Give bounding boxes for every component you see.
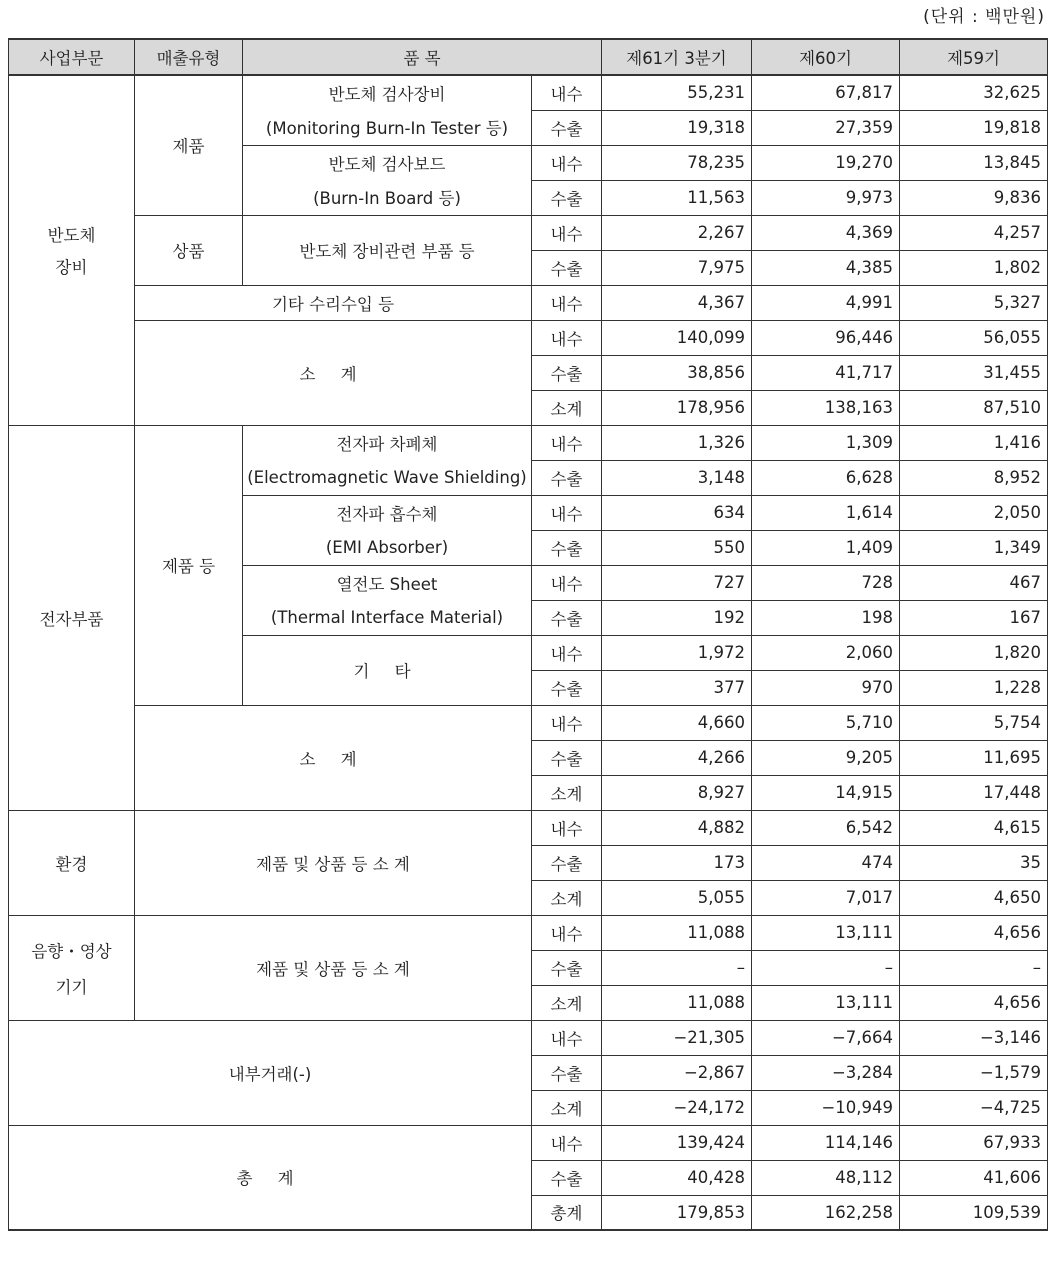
row-label: 내수 bbox=[532, 425, 602, 460]
row-label: 내수 bbox=[532, 285, 602, 320]
header-item: 품 목 bbox=[243, 39, 602, 75]
value-cell: 9,205 bbox=[752, 740, 900, 775]
value-cell: – bbox=[900, 950, 1048, 985]
value-cell: – bbox=[602, 950, 752, 985]
value-cell: 173 bbox=[602, 845, 752, 880]
value-cell: 4,615 bbox=[900, 810, 1048, 845]
value-cell: 179,853 bbox=[602, 1195, 752, 1230]
table-row bbox=[9, 915, 1048, 950]
value-cell: −3,284 bbox=[752, 1055, 900, 1090]
row-label: 소계 bbox=[532, 1090, 602, 1125]
value-cell: 198 bbox=[752, 600, 900, 635]
row-label: 수출 bbox=[532, 110, 602, 145]
value-cell: 4,882 bbox=[602, 810, 752, 845]
value-cell: −7,664 bbox=[752, 1020, 900, 1055]
value-cell: 140,099 bbox=[602, 320, 752, 355]
item-cell: 반도체 장비관련 부품 등 bbox=[243, 215, 532, 285]
value-cell: 1,416 bbox=[900, 425, 1048, 460]
table-row bbox=[9, 425, 1048, 460]
row-label: 내수 bbox=[532, 565, 602, 600]
value-cell: 4,367 bbox=[602, 285, 752, 320]
value-cell: 11,088 bbox=[602, 915, 752, 950]
row-label: 수출 bbox=[532, 845, 602, 880]
table-row bbox=[9, 1020, 1048, 1055]
item-cell: 반도체 검사장비 bbox=[243, 75, 532, 110]
value-cell: 4,656 bbox=[900, 915, 1048, 950]
value-cell: 17,448 bbox=[900, 775, 1048, 810]
value-cell: 13,111 bbox=[752, 985, 900, 1020]
header-period-59: 제59기 bbox=[900, 39, 1048, 75]
item-cell: 기타 수리수입 등 bbox=[135, 285, 532, 320]
value-cell: 41,717 bbox=[752, 355, 900, 390]
value-cell: 27,359 bbox=[752, 110, 900, 145]
value-cell: 67,817 bbox=[752, 75, 900, 110]
division-cell: 음향・영상 기기 bbox=[9, 915, 135, 1020]
value-cell: 13,111 bbox=[752, 915, 900, 950]
table-row bbox=[9, 285, 1048, 320]
value-cell: 14,915 bbox=[752, 775, 900, 810]
value-cell: 31,455 bbox=[900, 355, 1048, 390]
row-label: 내수 bbox=[532, 915, 602, 950]
value-cell: 11,088 bbox=[602, 985, 752, 1020]
value-cell: 114,146 bbox=[752, 1125, 900, 1160]
value-cell: 727 bbox=[602, 565, 752, 600]
value-cell: −1,579 bbox=[900, 1055, 1048, 1090]
value-cell: 87,510 bbox=[900, 390, 1048, 425]
sales-type-cell: 제품 등 bbox=[135, 425, 243, 705]
value-cell: −2,867 bbox=[602, 1055, 752, 1090]
item-cell: 전자파 차폐체 bbox=[243, 425, 532, 460]
value-cell: −21,305 bbox=[602, 1020, 752, 1055]
value-cell: 1,802 bbox=[900, 250, 1048, 285]
value-cell: 4,266 bbox=[602, 740, 752, 775]
item-cell: (Thermal Interface Material) bbox=[243, 600, 532, 635]
value-cell: 467 bbox=[900, 565, 1048, 600]
value-cell: 48,112 bbox=[752, 1160, 900, 1195]
value-cell: 2,050 bbox=[900, 495, 1048, 530]
value-cell: 138,163 bbox=[752, 390, 900, 425]
value-cell: 2,060 bbox=[752, 635, 900, 670]
value-cell: 5,754 bbox=[900, 705, 1048, 740]
row-label: 내수 bbox=[532, 215, 602, 250]
item-cell: (EMI Absorber) bbox=[243, 530, 532, 565]
row-label: 소계 bbox=[532, 985, 602, 1020]
table-row bbox=[9, 705, 1048, 740]
row-label: 소계 bbox=[532, 880, 602, 915]
row-label: 내수 bbox=[532, 810, 602, 845]
value-cell: 4,660 bbox=[602, 705, 752, 740]
value-cell: 35 bbox=[900, 845, 1048, 880]
value-cell: 78,235 bbox=[602, 145, 752, 180]
item-cell: 제품 및 상품 등 소 계 bbox=[135, 915, 532, 1020]
division-cell: 전자부품 bbox=[9, 425, 135, 810]
row-label: 수출 bbox=[532, 180, 602, 215]
row-label: 내수 bbox=[532, 75, 602, 110]
value-cell: 2,267 bbox=[602, 215, 752, 250]
value-cell: 3,148 bbox=[602, 460, 752, 495]
value-cell: 41,606 bbox=[900, 1160, 1048, 1195]
value-cell: 55,231 bbox=[602, 75, 752, 110]
value-cell: 728 bbox=[752, 565, 900, 600]
value-cell: 40,428 bbox=[602, 1160, 752, 1195]
sales-type-cell: 제품 bbox=[135, 75, 243, 215]
value-cell: 167 bbox=[900, 600, 1048, 635]
value-cell: 1,326 bbox=[602, 425, 752, 460]
header-period-61: 제61기 3분기 bbox=[602, 39, 752, 75]
table-row bbox=[9, 75, 1048, 110]
value-cell: 1,614 bbox=[752, 495, 900, 530]
value-cell: 9,836 bbox=[900, 180, 1048, 215]
value-cell: – bbox=[752, 950, 900, 985]
sales-type-cell: 상품 bbox=[135, 215, 243, 285]
value-cell: 19,818 bbox=[900, 110, 1048, 145]
table-row bbox=[9, 320, 1048, 355]
item-cell: (Monitoring Burn-In Tester 등) bbox=[243, 110, 532, 145]
grand-total-cell: 총 계 bbox=[9, 1125, 532, 1230]
division-cell: 환경 bbox=[9, 810, 135, 915]
division-cell: 반도체 장비 bbox=[9, 75, 135, 425]
row-label: 수출 bbox=[532, 950, 602, 985]
value-cell: 4,991 bbox=[752, 285, 900, 320]
subtotal-cell: 소 계 bbox=[135, 320, 532, 425]
value-cell: 377 bbox=[602, 670, 752, 705]
value-cell: 1,228 bbox=[900, 670, 1048, 705]
row-label: 수출 bbox=[532, 670, 602, 705]
value-cell: 6,542 bbox=[752, 810, 900, 845]
value-cell: 9,973 bbox=[752, 180, 900, 215]
value-cell: 5,710 bbox=[752, 705, 900, 740]
value-cell: −3,146 bbox=[900, 1020, 1048, 1055]
value-cell: 96,446 bbox=[752, 320, 900, 355]
row-label: 수출 bbox=[532, 740, 602, 775]
row-label: 수출 bbox=[532, 1055, 602, 1090]
value-cell: 67,933 bbox=[900, 1125, 1048, 1160]
value-cell: 6,628 bbox=[752, 460, 900, 495]
value-cell: 1,349 bbox=[900, 530, 1048, 565]
value-cell: 5,055 bbox=[602, 880, 752, 915]
row-label: 내수 bbox=[532, 145, 602, 180]
row-label: 수출 bbox=[532, 460, 602, 495]
row-label: 내수 bbox=[532, 320, 602, 355]
value-cell: 4,650 bbox=[900, 880, 1048, 915]
value-cell: 56,055 bbox=[900, 320, 1048, 355]
value-cell: 550 bbox=[602, 530, 752, 565]
row-label: 수출 bbox=[532, 250, 602, 285]
item-cell: 제품 및 상품 등 소 계 bbox=[135, 810, 532, 915]
value-cell: 1,409 bbox=[752, 530, 900, 565]
value-cell: 5,327 bbox=[900, 285, 1048, 320]
value-cell: 1,972 bbox=[602, 635, 752, 670]
value-cell: 634 bbox=[602, 495, 752, 530]
header-division: 사업부문 bbox=[9, 39, 135, 75]
subtotal-cell: 소 계 bbox=[135, 705, 532, 810]
value-cell: 970 bbox=[752, 670, 900, 705]
table-row bbox=[9, 215, 1048, 250]
item-cell: 기 타 bbox=[243, 635, 532, 705]
value-cell: 1,309 bbox=[752, 425, 900, 460]
value-cell: 8,952 bbox=[900, 460, 1048, 495]
row-label: 소계 bbox=[532, 775, 602, 810]
row-label: 내수 bbox=[532, 1020, 602, 1055]
row-label: 내수 bbox=[532, 1125, 602, 1160]
header-period-60: 제60기 bbox=[752, 39, 900, 75]
header-sales-type: 매출유형 bbox=[135, 39, 243, 75]
value-cell: 192 bbox=[602, 600, 752, 635]
header-row bbox=[9, 39, 1048, 75]
internal-transaction-cell: 내부거래(-) bbox=[9, 1020, 532, 1125]
row-label: 수출 bbox=[532, 1160, 602, 1195]
value-cell: 109,539 bbox=[900, 1195, 1048, 1230]
value-cell: 4,385 bbox=[752, 250, 900, 285]
value-cell: 7,975 bbox=[602, 250, 752, 285]
value-cell: 8,927 bbox=[602, 775, 752, 810]
row-label: 수출 bbox=[532, 530, 602, 565]
value-cell: −4,725 bbox=[900, 1090, 1048, 1125]
value-cell: 4,656 bbox=[900, 985, 1048, 1020]
item-cell: (Electromagnetic Wave Shielding) bbox=[243, 460, 532, 495]
value-cell: 11,695 bbox=[900, 740, 1048, 775]
sales-table bbox=[8, 38, 1048, 1231]
row-label: 수출 bbox=[532, 355, 602, 390]
value-cell: 139,424 bbox=[602, 1125, 752, 1160]
value-cell: 474 bbox=[752, 845, 900, 880]
unit-label: (단위 : 백만원) bbox=[923, 7, 1045, 27]
value-cell: 7,017 bbox=[752, 880, 900, 915]
table-row bbox=[9, 810, 1048, 845]
value-cell: 178,956 bbox=[602, 390, 752, 425]
value-cell: 19,270 bbox=[752, 145, 900, 180]
item-cell: 열전도 Sheet bbox=[243, 565, 532, 600]
item-cell: 전자파 흡수체 bbox=[243, 495, 532, 530]
value-cell: −10,949 bbox=[752, 1090, 900, 1125]
row-label: 총계 bbox=[532, 1195, 602, 1230]
row-label: 수출 bbox=[532, 600, 602, 635]
row-label: 소계 bbox=[532, 390, 602, 425]
value-cell: 4,257 bbox=[900, 215, 1048, 250]
value-cell: 11,563 bbox=[602, 180, 752, 215]
value-cell: 162,258 bbox=[752, 1195, 900, 1230]
row-label: 내수 bbox=[532, 705, 602, 740]
item-cell: (Burn-In Board 등) bbox=[243, 180, 532, 215]
table-row bbox=[9, 1125, 1048, 1160]
row-label: 내수 bbox=[532, 635, 602, 670]
value-cell: 13,845 bbox=[900, 145, 1048, 180]
value-cell: 4,369 bbox=[752, 215, 900, 250]
item-cell: 반도체 검사보드 bbox=[243, 145, 532, 180]
value-cell: −24,172 bbox=[602, 1090, 752, 1125]
row-label: 내수 bbox=[532, 495, 602, 530]
value-cell: 19,318 bbox=[602, 110, 752, 145]
value-cell: 1,820 bbox=[900, 635, 1048, 670]
value-cell: 32,625 bbox=[900, 75, 1048, 110]
value-cell: 38,856 bbox=[602, 355, 752, 390]
